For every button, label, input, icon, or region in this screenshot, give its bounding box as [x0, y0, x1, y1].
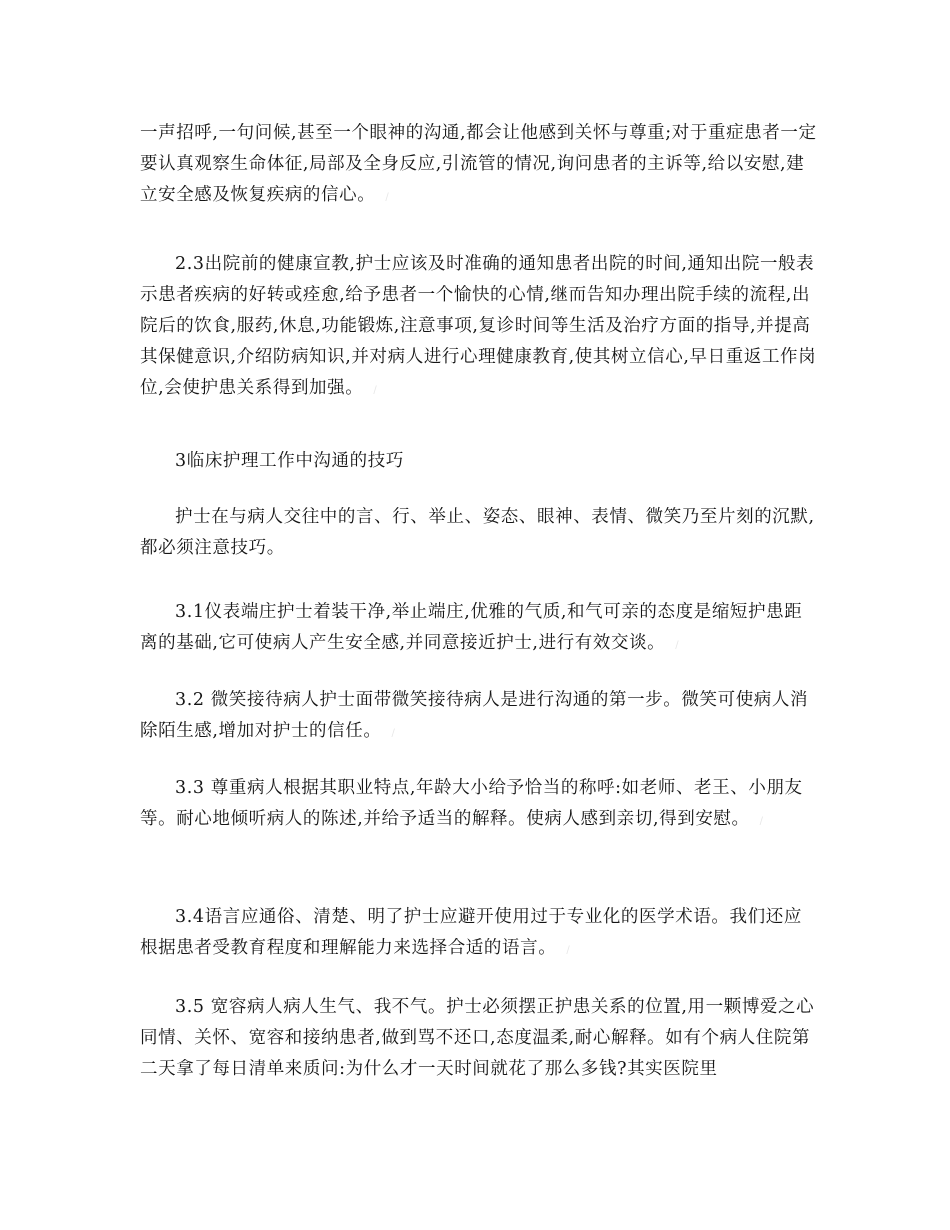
watermark-mark: /	[759, 816, 763, 827]
paragraph-3-4	[140, 902, 820, 966]
paragraph-3-5-text: 3.5 宽容病人病人生气、我不气。护士必须摆正护患关系的位置,用一颗博爱之心同情、关怀、宽容和接纳患者,做到骂不还口,态度温柔,耐心解释。如有个病人住院第二天拿了每日清单来质问:为什么才一天时间就花了那么多钱?其实医院里	[140, 997, 815, 1079]
watermark-mark: /	[391, 728, 395, 739]
paragraph-3-3-text: 3.3 尊重病人根据其职业特点,年龄大小给予恰当的称呼:如老师、老王、小朋友等。耐心地倾听病人的陈述,并给予适当的解释。使病人感到亲切,得到安慰。	[140, 778, 803, 829]
paragraph-2	[140, 249, 820, 406]
watermark-mark: /	[675, 640, 679, 651]
paragraph-3-2-text: 3.2 微笑接待病人护士面带微笑接待病人是进行沟通的第一步。微笑可使病人消除陌生感,增加对护士的信任。	[140, 690, 809, 741]
paragraph-3-5	[140, 992, 820, 1085]
watermark-mark: /	[373, 385, 377, 396]
paragraph-1	[140, 118, 820, 213]
paragraph-3-1-text: 3.1仪表端庄护士着装干净,举止端庄,优雅的气质,和气可亲的态度是缩短护患距离的基础,它可使病人产生安全感,并同意接近护士,进行有效交谈。	[140, 602, 803, 653]
watermark-mark: /	[385, 192, 389, 203]
paragraph-2-text: 2.3出院前的健康宣教,护士应该及时准确的通知患者出院的时间,通知出院一般表示患者疾病的好转或痊愈,给予患者一个愉快的心情,继而告知办理出院手续的流程,出院后的饮食,服药,休息,功能锻炼,注意事项,复诊时间等生活及治疗方面的指导,并提高其保健意识,介绍防病知识,并对病人进行心理健康教育,使其树立信心,早日重返工作岗位,会使护患关系得到加强。	[140, 254, 817, 398]
paragraph-3-1	[140, 597, 820, 661]
paragraph-3-text: 护士在与病人交往中的言、行、举止、姿态、眼神、表情、微笑乃至片刻的沉默,都必须注意技巧。	[140, 507, 815, 558]
paragraph-1-text: 一声招呼,一句问候,甚至一个眼神的沟通,都会让他感到关怀与尊重;对于重症患者一定要认真观察生命体征,局部及全身反应,引流管的情况,询问患者的主诉等,给以安慰,建立安全感及恢复疾病的信心。	[140, 123, 817, 205]
paragraph-3-4-text: 3.4语言应通俗、清楚、明了护士应避开使用过于专业化的医学术语。我们还应根据患者受教育程度和理解能力来选择合适的语言。	[140, 907, 802, 958]
section-heading-text: 3临床护理工作中沟通的技巧	[175, 451, 404, 471]
paragraph-3-2	[140, 685, 820, 749]
watermark-mark: /	[566, 945, 570, 956]
paragraph-3-3	[140, 773, 820, 837]
section-heading	[140, 446, 820, 477]
paragraph-3	[140, 502, 820, 564]
